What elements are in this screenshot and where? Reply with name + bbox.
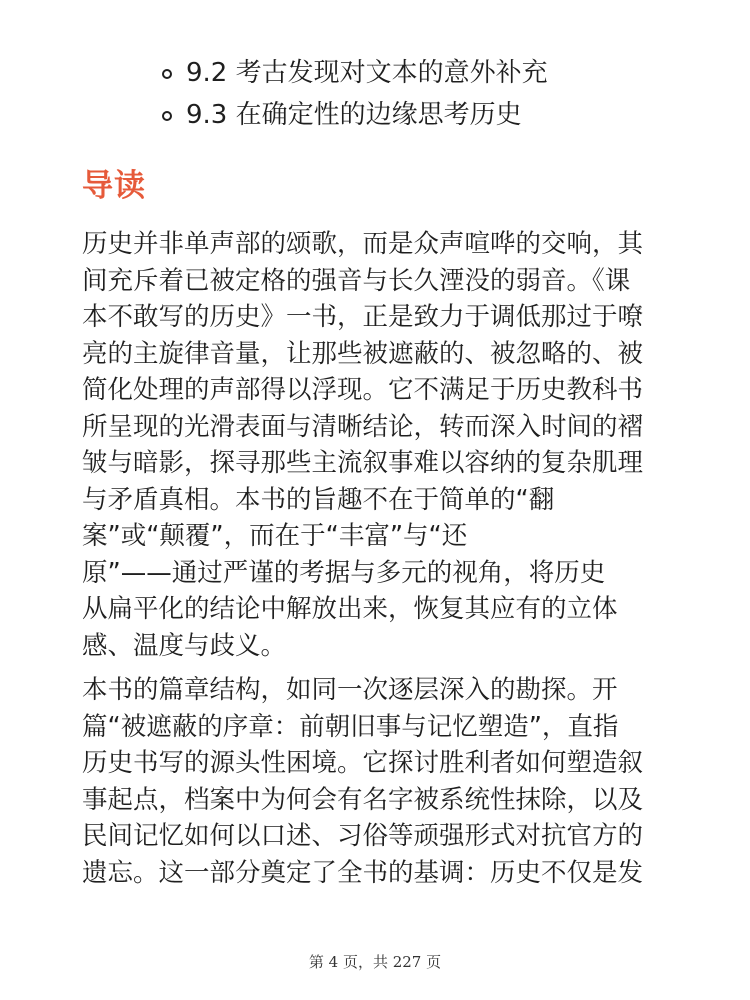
paragraph — [82, 672, 672, 891]
toc-item[interactable] — [162, 94, 548, 136]
text-line: 皱与暗影，探寻那些主流叙事难以容纳的复杂肌理 — [82, 448, 644, 478]
text-line: 案”或“颠覆”，而在于“丰富”与“还 — [82, 521, 468, 551]
table-of-contents — [162, 52, 548, 136]
text-line: 间充斥着已被定格的强音与长久湮没的弱音。《课 — [82, 265, 631, 296]
text-line: 本书的篇章结构，如同一次逐层深入的勘探。开 — [82, 675, 618, 705]
text-line: 事起点，档案中为何会有名字被系统性抹除，以及 — [82, 784, 644, 815]
text-line: 感、温度与歧义。 — [82, 630, 287, 661]
text-line: 篇“被遮蔽的序章：前朝旧事与记忆塑造”，直指 — [82, 711, 619, 742]
section-title: 导读 — [82, 168, 146, 204]
toc-item[interactable] — [162, 52, 548, 94]
text-line: 本不敢写的历史》一书，正是致力于调低那过于嘹 — [82, 302, 644, 332]
paragraph — [82, 226, 672, 664]
body-content — [82, 226, 672, 891]
text-line: 亮的主旋律音量，让那些被遮蔽的、被忽略的、被 — [82, 338, 644, 369]
text-line: 从扁平化的结论中解放出来，恢复其应有的立体 — [82, 594, 618, 624]
toc-item-label: 9.2 考古发现对文本的意外补充 — [186, 58, 548, 88]
text-line: 所呈现的光滑表面与清晰结论，转而深入时间的褶 — [82, 411, 644, 442]
text-line: 简化处理的声部得以浮现。它不满足于历史教科书 — [82, 375, 644, 405]
text-line: 历史书写的源头性困境。它探讨胜利者如何塑造叙 — [82, 748, 644, 778]
toc-item-label: 9.3 在确定性的边缘思考历史 — [186, 100, 522, 130]
text-line: 历史并非单声部的颂歌，而是众声喧哗的交响，其 — [82, 229, 644, 259]
text-line: 民间记忆如何以口述、习俗等顽强形式对抗官方的 — [82, 821, 644, 851]
page-footer: 第 4 页，共 227 页 — [308, 953, 442, 971]
circle-bullet-icon — [162, 111, 172, 121]
text-line: 遗忘。这一部分奠定了全书的基调：历史不仅是发 — [82, 857, 644, 888]
text-line: 原”——通过严谨的考据与多元的视角，将历史 — [82, 557, 606, 588]
circle-bullet-icon — [162, 69, 172, 79]
text-line: 与矛盾真相。本书的旨趣不在于简单的“翻 — [82, 484, 555, 515]
